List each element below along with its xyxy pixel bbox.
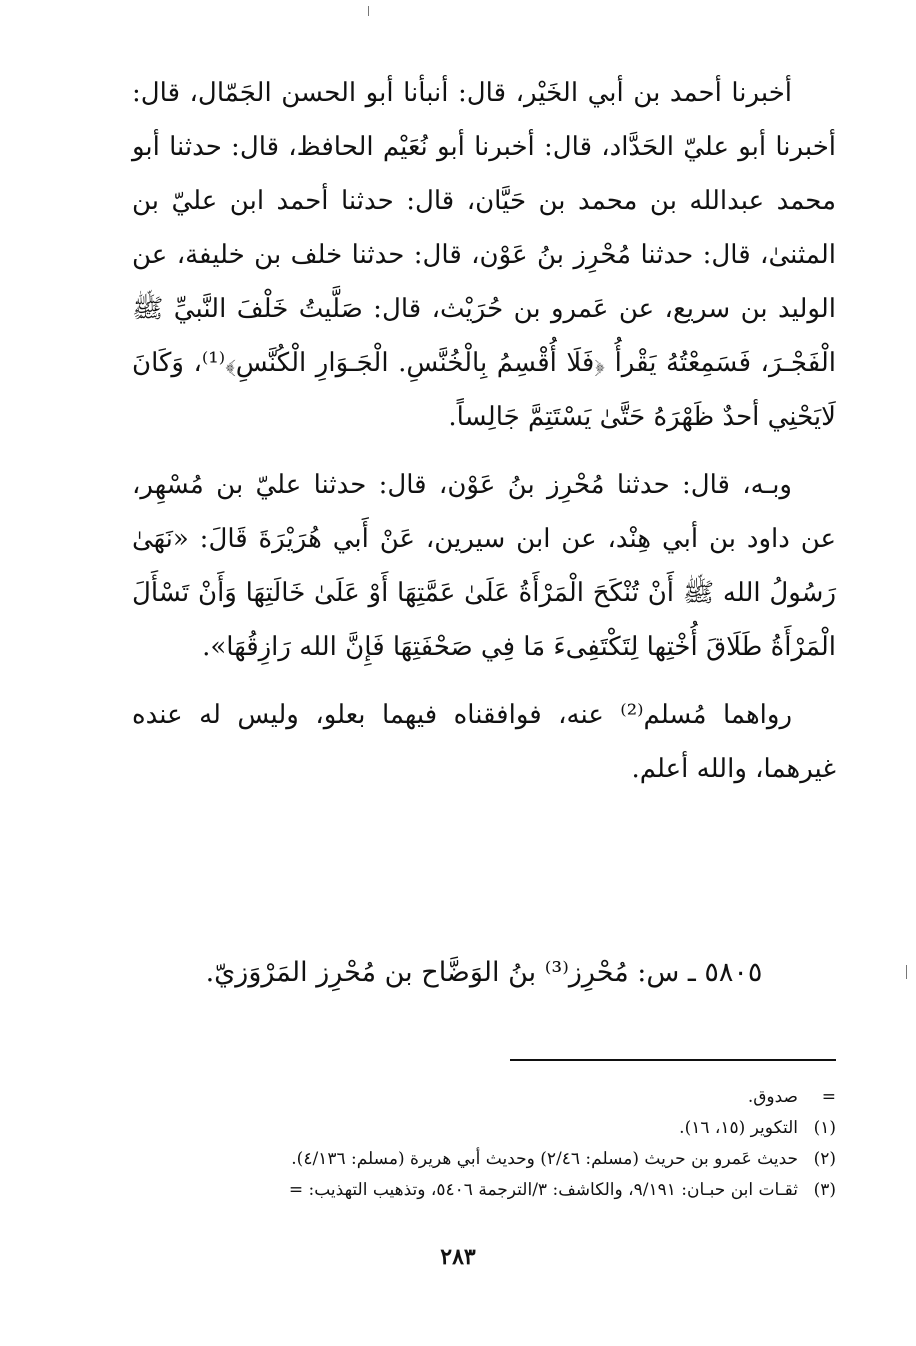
footnote-text: صدوق. <box>747 1087 798 1107</box>
scan-mark <box>368 6 369 16</box>
biography-entry-heading: ٥٨٠٥ ـ س: مُحْرِز⁽³⁾ بنُ الوَضَّاح بن مُحْرِز المَرْوَزيّ. <box>205 957 763 988</box>
scan-mark <box>906 965 907 979</box>
main-text <box>132 66 836 796</box>
page-number: ٢٨٣ <box>440 1244 476 1270</box>
footnote-text: ثقـات ابن حبـان: ٩/١٩١، والكاشف: ٣/الترجمة ٥٤٠٦، وتذهيب التهذيب: = <box>288 1180 798 1200</box>
footnote-marker: (١) <box>813 1118 836 1138</box>
footnote-2 <box>110 1144 836 1175</box>
footnote-marker: = <box>821 1087 836 1107</box>
paragraph-hadith-2: وبـه، قال: حدثنا مُحْرِز بنُ عَوْن، قال: حدثنا عليّ بن مُسْهِر، عن داود بن أبي هِنْد، عن ابن سيرين، عَنْ أَبي هُرَيْرَةَ قَالَ: «نَهَىٰ رَسُولُ الله ﷺ أَنْ تُنْكَحَ الْمَرْأَةُ عَلَىٰ عَمَّتِهَا أَوْ عَلَىٰ خَالَتِهَا وَأَنْ تَسْأَلَ الْمَرْأَةُ طَلَاقَ أُخْتِها لِتَكْتَفِىءَ مَا فِي صَحْفَتِهَا فَإِنَّ الله رَازِقُهَا». <box>132 470 836 662</box>
footnote-3 <box>110 1175 836 1206</box>
footnotes <box>110 1082 836 1206</box>
footnote-marker: (٢) <box>813 1149 836 1169</box>
paragraph-conclusion: رواهما مُسلم⁽²⁾ عنه، فوافقناه فيهما بعلو، وليس له عنده غيرهما، والله أعلم. <box>132 700 836 784</box>
footnote-marker: (٣) <box>813 1180 836 1200</box>
footnote-continuation <box>110 1082 836 1113</box>
paragraph-hadith-1: أخبرنا أحمد بن أبي الخَيْر، قال: أنبأنا أبو الحسن الجَمّال، قال: أخبرنا أبو عليّ الحَدَّاد، قال: أخبرنا أبو نُعَيْم الحافظ، قال: حدثنا أبو محمد عبدالله بن محمد بن حَيَّان، قال: حدثنا أحمد ابن عليّ بن المثنىٰ، قال: حدثنا مُحْرِز بنُ عَوْن، قال: حدثنا خلف بن خليفة، عن الوليد بن سريع، عن عَمرو بن حُرَيْث، قال: صَلَّيتُ خَلْفَ النَّبيِّ ﷺ الْفَجْـرَ، فَسَمِعْتُهُ يَقْرأُ ﴿فَلَا أُقْسِمُ بِالْخُنَّسِ. الْجَـوَارِ الْكُنَّسِ﴾⁽¹⁾، وَكَانَ لَايَحْنِي أحدٌ ظَهْرَهُ حَتَّىٰ يَسْتَتِمَّ جَالِساً. <box>132 78 836 432</box>
footnote-text: التكوير (١٥، ١٦). <box>679 1118 798 1138</box>
footnote-1 <box>110 1113 836 1144</box>
footnote-text: حديث عَمرو بن حريث (مسلم: ٢/٤٦) وحديث أبي هريرة (مسلم: ٤/١٣٦). <box>291 1149 798 1169</box>
footnote-divider <box>510 1059 836 1061</box>
